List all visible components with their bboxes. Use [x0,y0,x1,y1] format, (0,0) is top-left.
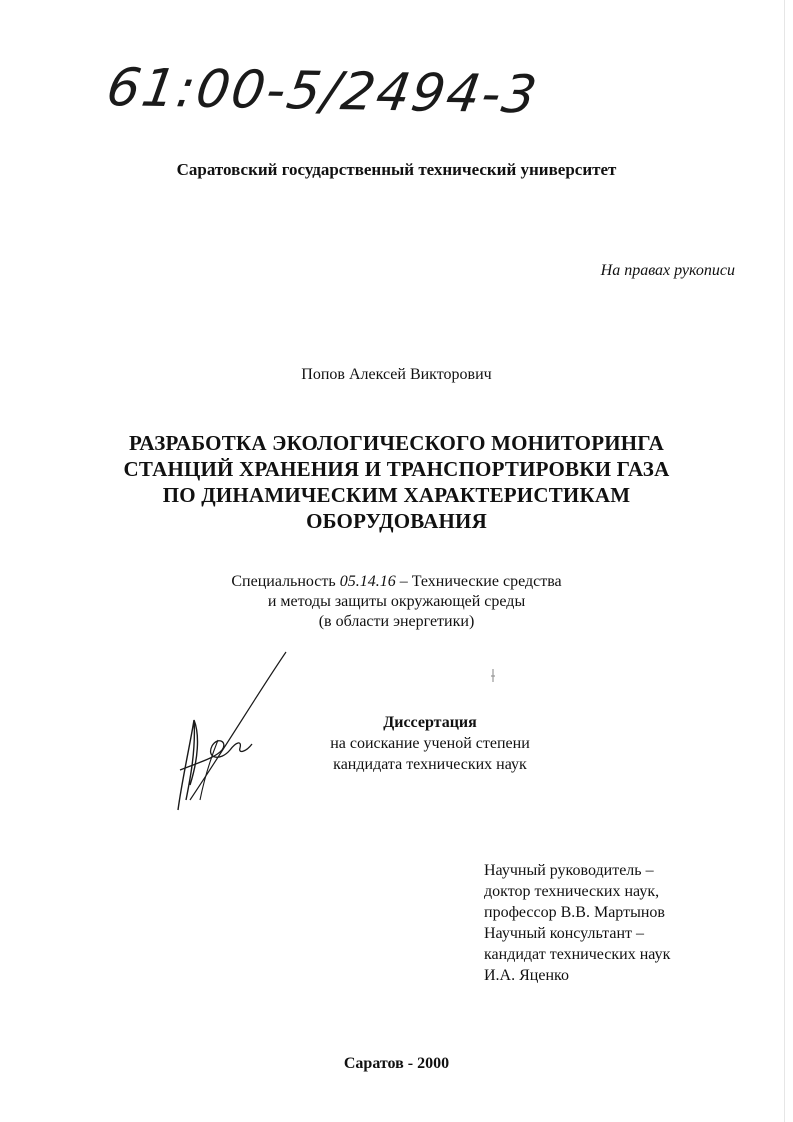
specialty-line-3: (в области энергетики) [318,613,475,630]
city-year: Саратов - 2000 [343,1055,450,1072]
specialty-line-1 [0,572,793,592]
dissertation-title [0,430,793,534]
signature [160,650,300,820]
specialty-block [0,572,793,632]
advisor-line: И.А. Яценко [484,967,569,984]
specialty-code: 05.14.16 [339,573,396,590]
university-name: Саратовский государственный технический университет [176,160,617,179]
scan-edge-line [784,0,785,1122]
title-line: ОБОРУДОВАНИЯ [306,509,487,533]
advisor-line: доктор технических наук, [484,883,660,900]
title-line: РАЗРАБОТКА ЭКОЛОГИЧЕСКОГО МОНИТОРИНГА [129,431,664,455]
author-name: Попов Алексей Викторович [301,366,492,383]
rights-note: На правах рукописи [600,262,735,279]
dissertation-degree-line-2: кандидата технических наук [333,756,527,773]
advisor-line: кандидат технических наук [484,946,671,963]
title-line: СТАНЦИЙ ХРАНЕНИЯ И ТРАНСПОРТИРОВКИ ГАЗА [123,457,670,481]
advisor-line: Научный консультант – [484,925,644,942]
specialty-description: – Технические средства [399,573,562,590]
scan-mark [488,668,498,684]
dissertation-heading: Диссертация [383,714,477,731]
specialty-prefix: Специальность [231,573,336,590]
specialty-line-2: и методы защиты окружающей среды [267,593,526,610]
advisor-line: Научный руководитель – [484,862,654,879]
advisors-block [484,860,764,986]
archive-stamp-handwritten: 61:00-5/2494-3 [102,58,543,126]
dissertation-degree-line-1: на соискание ученой степени [330,735,530,752]
title-line: ПО ДИНАМИЧЕСКИМ ХАРАКТЕРИСТИКАМ [162,483,631,507]
advisor-line: профессор В.В. Мартынов [484,904,665,921]
dissertation-block [300,712,560,775]
